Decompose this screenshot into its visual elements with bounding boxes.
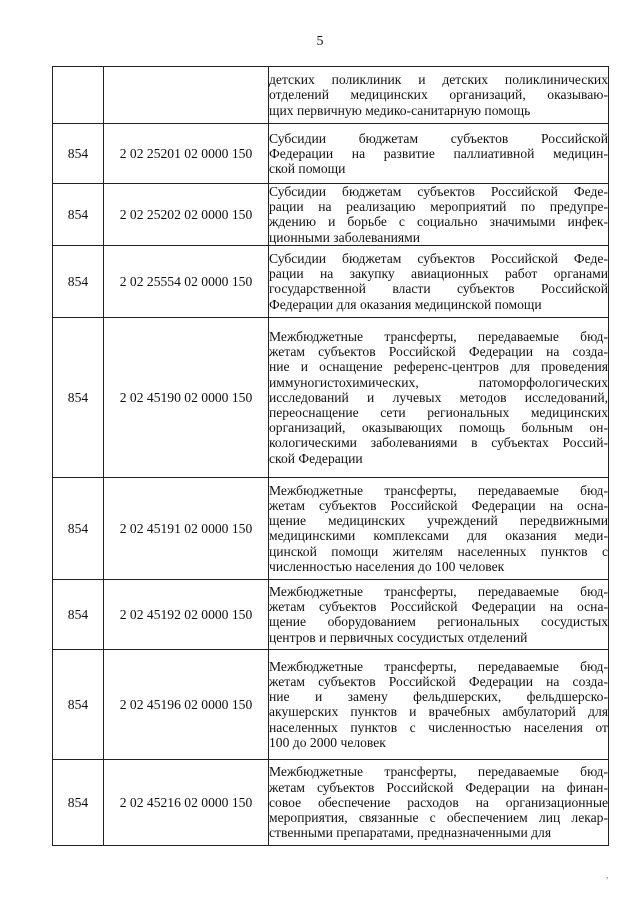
- admin-code-cell: 854: [53, 477, 104, 579]
- text-line: Межбюджетные трансферты, передаваемые бюд-: [269, 583, 608, 599]
- admin-code-cell: 854: [53, 317, 104, 477]
- text-line: переоснащение сети региональных медицинских: [269, 404, 608, 420]
- text-line: ние и замену фельдшерских, фельдшерско-: [269, 689, 608, 705]
- text-line: населенных пунктов с численностью населения от: [269, 719, 608, 735]
- income-code-cell: 2 02 45196 02 0000 150: [104, 649, 269, 759]
- table-row: [53, 649, 609, 759]
- text-line: Межбюджетные трансферты, передаваемые бюд-: [269, 658, 608, 674]
- text-line: жетам субъектов Российской Федерации на осна-: [269, 497, 608, 513]
- text-line: 100 до 2000 человек: [269, 734, 386, 750]
- income-name-cell: [269, 184, 609, 246]
- income-code-cell: 2 02 25202 02 0000 150: [104, 184, 269, 246]
- text-line: медицинскими комплексами для оказания меди-: [269, 528, 608, 544]
- income-code-cell: 2 02 45191 02 0000 150: [104, 477, 269, 579]
- text-line: ской помощи: [269, 161, 346, 177]
- text-line: совое обеспечение расходов на организационные: [269, 794, 608, 810]
- table-row: [53, 67, 609, 124]
- text-line: отделений медицинских организаций, оказываю-: [269, 87, 608, 103]
- income-code-cell: [104, 67, 269, 124]
- income-name-cell: [269, 124, 609, 184]
- table-row: [53, 579, 609, 649]
- admin-code-cell: [53, 67, 104, 124]
- text-line: численностью населения до 100 человек: [269, 558, 505, 574]
- table-row: [53, 184, 609, 246]
- text-line: Межбюджетные трансферты, передаваемые бюд-: [269, 328, 608, 344]
- text-line: ской Федерации: [269, 450, 363, 466]
- text-line: акушерских пунктов и врачебных амбулаторий для: [269, 704, 608, 720]
- text-line: Межбюджетные трансферты, передаваемые бюд-: [269, 764, 608, 780]
- text-line: щение оборудованием региональных сосудистых: [269, 614, 608, 630]
- text-line: Субсидии бюджетам субъектов Российской Феде-: [269, 250, 608, 266]
- budget-codes-table: [52, 66, 609, 846]
- text-line: иммуногистохимических, патоморфологических: [269, 374, 608, 390]
- text-line: Межбюджетные трансферты, передаваемые бюд-: [269, 482, 608, 498]
- text-line: рации на реализацию мероприятий по предупре-: [269, 199, 608, 215]
- text-line: цинской помощи жителям населенных пунктов с: [269, 543, 608, 559]
- income-name-cell: [269, 649, 609, 759]
- table-row: [53, 317, 609, 477]
- income-name-cell: [269, 759, 609, 845]
- text-line: Федерации на развитие паллиативной медицин-: [269, 145, 608, 161]
- text-line: центров и первичных сосудистых отделений: [269, 629, 528, 645]
- income-name-cell: [269, 477, 609, 579]
- text-line: кологическими заболеваниями в субъектах Россий-: [269, 435, 608, 451]
- table-row: [53, 124, 609, 184]
- text-line: Федерации для оказания медицинской помощи: [269, 296, 542, 312]
- table-body: [53, 67, 609, 846]
- text-line: ждению и борьбе с социально значимыми инфек-: [269, 214, 608, 230]
- admin-code-cell: 854: [53, 184, 104, 246]
- admin-code-cell: 854: [53, 759, 104, 845]
- page-number: 5: [316, 34, 324, 49]
- text-line: организаций, оказывающих помощь больным он-: [269, 420, 608, 436]
- income-code-cell: 2 02 25554 02 0000 150: [104, 245, 269, 317]
- text-line: ственными препаратами, предназначенными для: [269, 825, 552, 841]
- table-row: [53, 759, 609, 845]
- admin-code-cell: 854: [53, 579, 104, 649]
- text-line: жетам субъектов Российской Федерации на осна-: [269, 599, 608, 615]
- income-code-cell: 2 02 45190 02 0000 150: [104, 317, 269, 477]
- table-row: [53, 245, 609, 317]
- text-line: Субсидии бюджетам субъектов Российской Феде-: [269, 184, 608, 199]
- text-line: государственной власти субъектов Российской: [269, 281, 608, 297]
- admin-code-cell: 854: [53, 124, 104, 184]
- text-line: щих первичную медико-санитарную помощь: [269, 102, 531, 118]
- income-code-cell: 2 02 45192 02 0000 150: [104, 579, 269, 649]
- income-code-cell: 2 02 25201 02 0000 150: [104, 124, 269, 184]
- text-line: щение медицинских учреждений передвижными: [269, 513, 608, 529]
- text-line: жетам субъектов Российской Федерации на созда-: [269, 344, 608, 360]
- text-line: ционными заболеваниями: [269, 229, 421, 245]
- text-line: рации на закупку авиационных работ органами: [269, 266, 608, 282]
- admin-code-cell: 854: [53, 649, 104, 759]
- table-row: [53, 477, 609, 579]
- income-name-cell: [269, 67, 609, 124]
- income-name-cell: [269, 579, 609, 649]
- text-line: ние и оснащение референс-центров для проведения: [269, 359, 608, 375]
- text-line: исследований и лучевых методов исследований,: [269, 389, 608, 405]
- text-line: Субсидии бюджетам субъектов Российской: [269, 130, 608, 146]
- income-name-cell: [269, 245, 609, 317]
- admin-code-cell: 854: [53, 245, 104, 317]
- income-name-cell: [269, 317, 609, 477]
- text-line: детских поликлиник и детских поликлинических: [269, 72, 608, 88]
- text-line: жетам субъектов Российской Федерации на финан-: [269, 779, 608, 795]
- income-code-cell: 2 02 45216 02 0000 150: [104, 759, 269, 845]
- text-line: мероприятия, связанные с обеспечением лиц лекар-: [269, 809, 608, 825]
- text-line: жетам субъектов Российской Федерации на созда-: [269, 673, 608, 689]
- scan-mark: ,: [606, 870, 609, 880]
